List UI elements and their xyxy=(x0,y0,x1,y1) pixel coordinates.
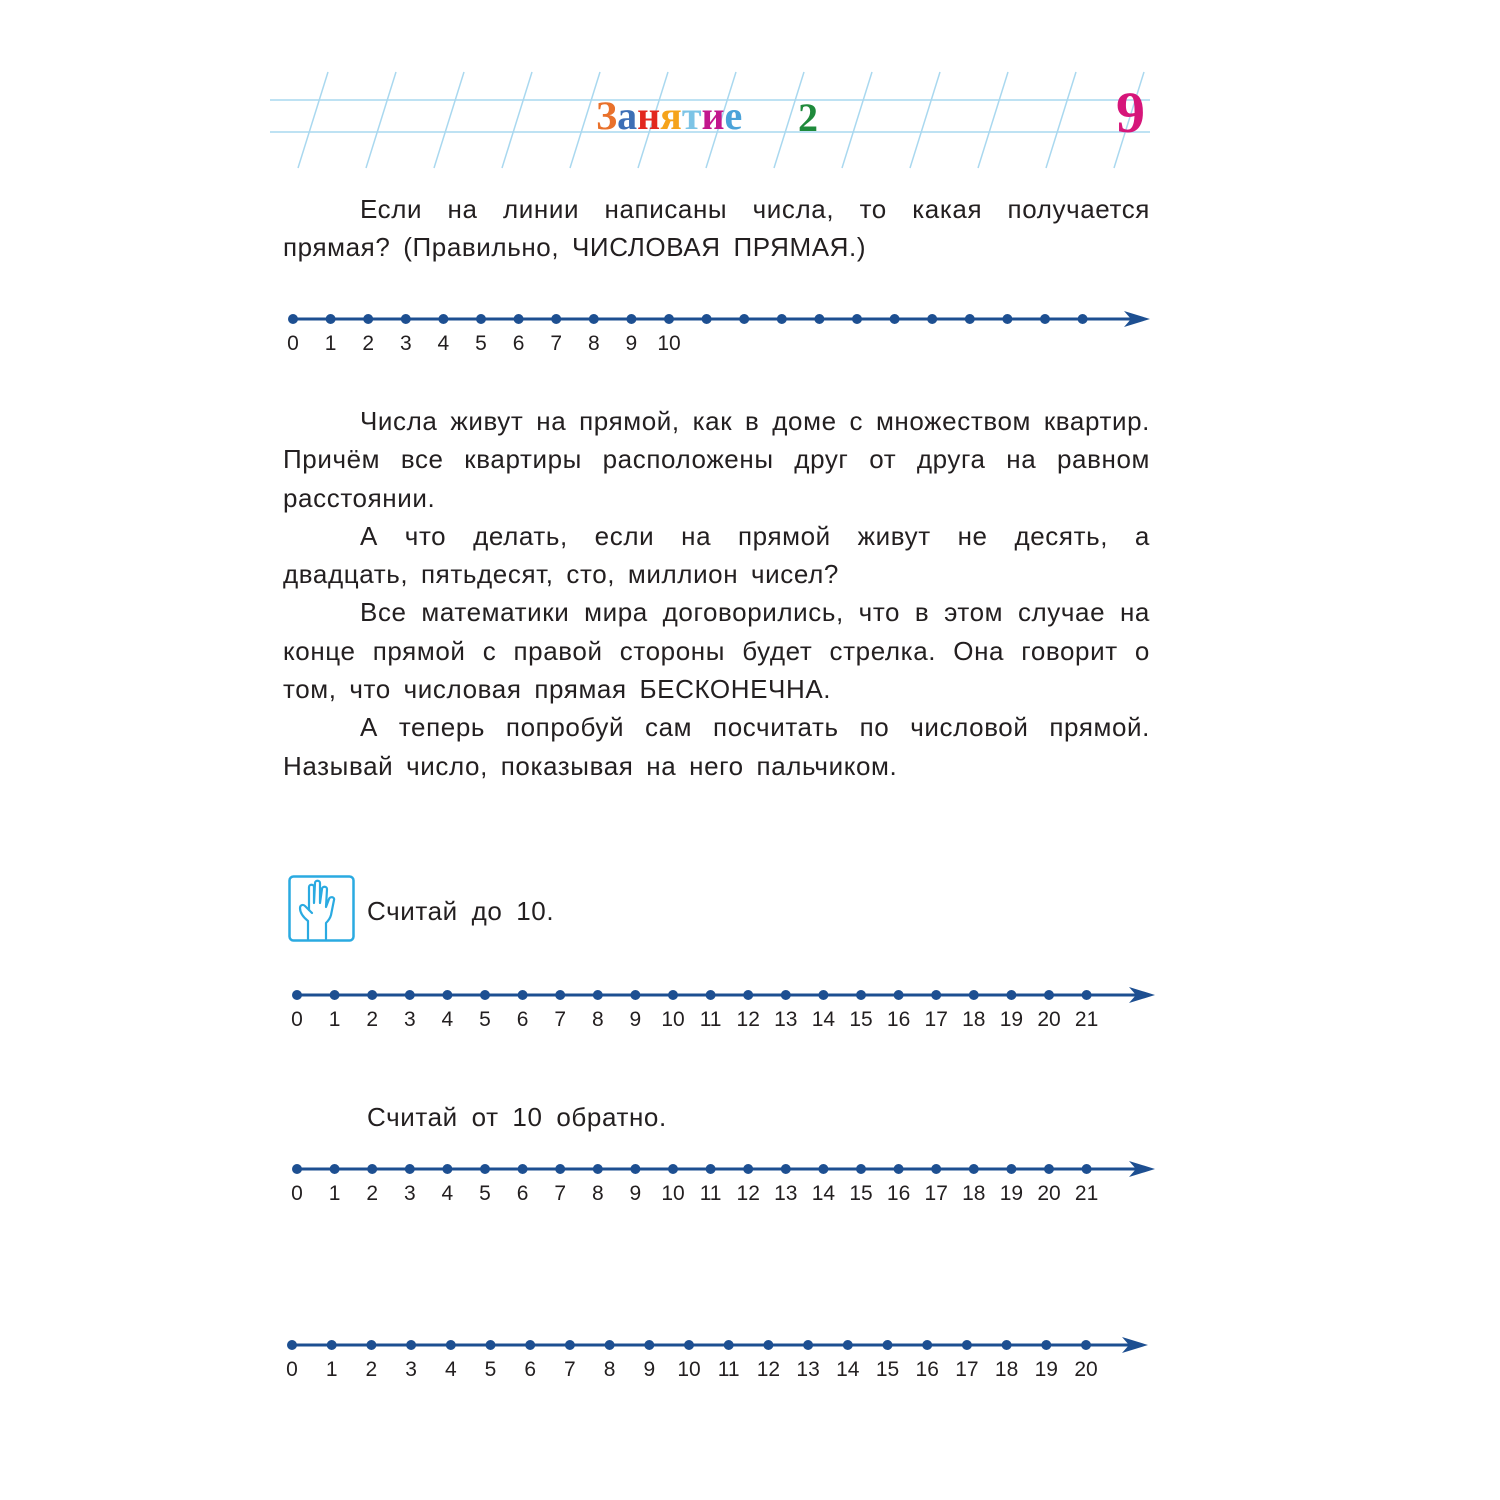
number-line-point xyxy=(438,314,448,324)
title-letter: а xyxy=(617,93,638,138)
number-line-label: 1 xyxy=(325,1358,338,1381)
number-line-label: 8 xyxy=(591,1182,604,1205)
number-line-point xyxy=(1040,314,1050,324)
number-line-label: 17 xyxy=(924,1008,948,1031)
number-line-point xyxy=(330,990,340,1000)
number-line-label: 2 xyxy=(365,1358,378,1381)
title-letter: З xyxy=(596,93,618,138)
number-line-label: 7 xyxy=(564,1358,576,1381)
number-line xyxy=(291,1161,1155,1205)
number-line-point xyxy=(856,990,866,1000)
number-line-point xyxy=(401,314,411,324)
number-line-label: 18 xyxy=(994,1358,1019,1381)
number-line-label: 13 xyxy=(774,1008,798,1031)
number-line-point xyxy=(1081,1340,1091,1350)
number-line-point xyxy=(969,1164,979,1174)
number-line-point xyxy=(1002,1340,1012,1350)
number-line-point xyxy=(1006,990,1016,1000)
number-line-point xyxy=(326,314,336,324)
number-line-point xyxy=(292,1164,302,1174)
number-line-point xyxy=(626,314,636,324)
number-line xyxy=(286,1337,1148,1381)
number-line-point xyxy=(288,314,298,324)
number-line-label: 17 xyxy=(955,1358,979,1381)
number-line-label: 10 xyxy=(657,332,681,355)
number-line-label: 3 xyxy=(403,1008,416,1031)
number-line-label: 5 xyxy=(484,1358,497,1381)
number-line-label: 21 xyxy=(1074,1008,1099,1031)
number-line-point xyxy=(518,1164,528,1174)
task-count-to-10: Считай до 10. xyxy=(367,896,555,926)
number-line-label: 18 xyxy=(962,1008,986,1031)
number-line-label: 15 xyxy=(849,1008,873,1031)
number-line-point xyxy=(518,990,528,1000)
paragraph-apartments: Числа живут на прямой, как в доме с множеством квартир. Причём все квартиры расположены друг от друга на равном расстоянии. xyxy=(283,406,1150,513)
number-line-point xyxy=(724,1340,734,1350)
title-letter: т xyxy=(681,93,702,138)
number-line-label: 4 xyxy=(441,1182,454,1205)
number-line-label: 5 xyxy=(475,332,487,355)
number-line-point xyxy=(442,1164,452,1174)
number-line-label: 12 xyxy=(736,1008,760,1031)
number-line-label: 0 xyxy=(287,332,299,355)
number-line-point xyxy=(555,990,565,1000)
number-line-point xyxy=(894,1164,904,1174)
number-line-label: 6 xyxy=(524,1358,537,1381)
number-line-label: 8 xyxy=(603,1358,616,1381)
number-line-label: 11 xyxy=(717,1358,740,1381)
number-line-label: 9 xyxy=(629,1182,642,1205)
number-line-label: 19 xyxy=(1034,1358,1058,1381)
number-line-point xyxy=(366,1340,376,1350)
number-line-label: 18 xyxy=(962,1182,986,1205)
number-line-point xyxy=(480,990,490,1000)
number-line-label: 14 xyxy=(811,1008,836,1031)
number-line-point xyxy=(1082,990,1092,1000)
number-line-label: 3 xyxy=(403,1182,416,1205)
number-line-label: 9 xyxy=(629,1008,642,1031)
number-line-label: 1 xyxy=(328,1008,341,1031)
number-line-label: 6 xyxy=(512,332,525,355)
title-letter: я xyxy=(660,93,682,138)
number-line-label: 3 xyxy=(405,1358,417,1381)
number-line-label: 10 xyxy=(661,1182,685,1205)
number-line-point xyxy=(327,1340,337,1350)
number-line-label: 20 xyxy=(1037,1008,1061,1031)
number-line-point xyxy=(818,1164,828,1174)
number-line-label: 5 xyxy=(479,1182,491,1205)
number-line-point xyxy=(480,1164,490,1174)
number-line-label: 11 xyxy=(699,1008,722,1031)
number-line-point xyxy=(890,314,900,324)
intro-paragraph: Если на линии написаны числа, то какая получается прямая? (Правильно, ЧИСЛОВАЯ ПРЯМАЯ.) xyxy=(283,194,1150,263)
number-line-label: 1 xyxy=(324,332,337,355)
number-line-point xyxy=(743,1164,753,1174)
number-line-label: 9 xyxy=(625,332,638,355)
number-line-label: 7 xyxy=(554,1182,567,1205)
number-line-label: 12 xyxy=(756,1358,781,1381)
number-line-point xyxy=(777,314,787,324)
number-line-point xyxy=(843,1340,853,1350)
number-line-point xyxy=(644,1340,654,1350)
number-line-point xyxy=(684,1340,694,1350)
number-line-label: 20 xyxy=(1074,1358,1098,1381)
number-line-point xyxy=(405,1164,415,1174)
main-text xyxy=(283,402,1150,785)
number-line-label: 0 xyxy=(291,1008,303,1031)
number-line-label: 6 xyxy=(516,1182,529,1205)
number-line-label: 6 xyxy=(516,1008,529,1031)
number-line-point xyxy=(931,990,941,1000)
number-line-point xyxy=(852,314,862,324)
number-line-point xyxy=(551,314,561,324)
number-line-point xyxy=(706,1164,716,1174)
number-line-label: 8 xyxy=(591,1008,604,1031)
number-line-label: 16 xyxy=(886,1008,911,1031)
number-line xyxy=(291,987,1155,1031)
number-line-point xyxy=(589,314,599,324)
number-line-point xyxy=(781,990,791,1000)
number-line-label: 8 xyxy=(587,332,600,355)
number-line-label: 7 xyxy=(554,1008,567,1031)
number-line-label: 7 xyxy=(550,332,563,355)
number-line-point xyxy=(593,1164,603,1174)
number-line-label: 14 xyxy=(811,1182,836,1205)
number-line-point xyxy=(664,314,674,324)
number-line-label: 11 xyxy=(699,1182,722,1205)
number-line-point xyxy=(962,1340,972,1350)
number-line-point xyxy=(781,1164,791,1174)
number-line-point xyxy=(883,1340,893,1350)
number-line-label: 21 xyxy=(1074,1182,1099,1205)
number-line-label: 0 xyxy=(286,1358,298,1381)
hand-counting-icon xyxy=(288,875,355,942)
number-line-point xyxy=(605,1340,615,1350)
number-line-label: 3 xyxy=(399,332,412,355)
title-letter: е xyxy=(724,93,743,138)
number-line-point xyxy=(743,990,753,1000)
number-line-point xyxy=(931,1164,941,1174)
number-line-point xyxy=(1078,314,1088,324)
number-line-point xyxy=(1082,1164,1092,1174)
number-line-label: 4 xyxy=(444,1358,457,1381)
number-line-label: 12 xyxy=(736,1182,760,1205)
number-line-label: 15 xyxy=(849,1182,873,1205)
number-line-label: 14 xyxy=(836,1358,860,1381)
number-line-point xyxy=(363,314,373,324)
number-line-point xyxy=(367,1164,377,1174)
number-line-point xyxy=(476,314,486,324)
number-line-point xyxy=(593,990,603,1000)
number-line-point xyxy=(367,990,377,1000)
number-line-point xyxy=(668,990,678,1000)
number-line-point xyxy=(555,1164,565,1174)
number-line-point xyxy=(1044,990,1054,1000)
number-line-point xyxy=(814,314,824,324)
number-line-label: 19 xyxy=(999,1182,1024,1205)
number-line-point xyxy=(763,1340,773,1350)
number-line-point xyxy=(894,990,904,1000)
number-line-point xyxy=(292,990,302,1000)
number-line-label: 4 xyxy=(441,1008,454,1031)
number-line-point xyxy=(1002,314,1012,324)
number-line-label: 0 xyxy=(291,1182,303,1205)
paragraph-many-numbers: А что делать, если на прямой живут не десять, а двадцать, пятьдесят, сто, миллион чисел? xyxy=(283,520,1150,590)
number-line-point xyxy=(702,314,712,324)
number-line-point xyxy=(927,314,937,324)
title-letter: н xyxy=(637,93,661,138)
number-line-point xyxy=(803,1340,813,1350)
number-line-label: 2 xyxy=(366,1008,379,1031)
number-line-point xyxy=(856,1164,866,1174)
number-line-label: 16 xyxy=(886,1182,911,1205)
number-line-point xyxy=(330,1164,340,1174)
number-line-label: 19 xyxy=(999,1008,1024,1031)
number-line-point xyxy=(1006,1164,1016,1174)
number-line-point xyxy=(1044,1164,1054,1174)
number-line-point xyxy=(287,1340,297,1350)
number-line xyxy=(287,311,1150,355)
number-line-point xyxy=(668,1164,678,1174)
lesson-number: 2 xyxy=(798,95,818,140)
number-line-point xyxy=(922,1340,932,1350)
number-line-label: 9 xyxy=(643,1358,656,1381)
number-line-label: 1 xyxy=(328,1182,341,1205)
number-line-point xyxy=(706,990,716,1000)
number-line-point xyxy=(565,1340,575,1350)
number-line-label: 10 xyxy=(661,1008,685,1031)
number-line-label: 10 xyxy=(677,1358,701,1381)
number-line-label: 13 xyxy=(774,1182,798,1205)
number-line-label: 16 xyxy=(915,1358,939,1381)
number-line-point xyxy=(405,990,415,1000)
number-line-point xyxy=(630,990,640,1000)
number-line-point xyxy=(630,1164,640,1174)
number-line-label: 4 xyxy=(437,332,450,355)
number-line-label: 15 xyxy=(875,1358,900,1381)
number-line-point xyxy=(969,990,979,1000)
number-line-point xyxy=(818,990,828,1000)
number-line-label: 13 xyxy=(796,1358,820,1381)
number-line-label: 17 xyxy=(924,1182,948,1205)
number-line-label: 2 xyxy=(362,332,375,355)
page-number: 9 xyxy=(1116,80,1145,145)
paragraph-infinite: Все математики мира договорились, что в этом случае на конце прямой с правой стороны будет стрелка. Она говорит о том, что числовая прямая БЕСКОНЕЧНА. xyxy=(283,597,1150,705)
number-line-point xyxy=(965,314,975,324)
paragraph-try-counting: А теперь попробуй сам посчитать по числовой прямой. Называй число, показывая на него пальчиком. xyxy=(283,712,1150,781)
number-line-point xyxy=(739,314,749,324)
number-line-label: 20 xyxy=(1037,1182,1061,1205)
number-line-point xyxy=(406,1340,416,1350)
number-line-point xyxy=(446,1340,456,1350)
number-line-point xyxy=(514,314,524,324)
title-letter: и xyxy=(701,93,725,138)
number-line-point xyxy=(442,990,452,1000)
task-count-back-from-10: Считай от 10 обратно. xyxy=(367,1102,667,1132)
number-line-point xyxy=(1041,1340,1051,1350)
number-line-point xyxy=(486,1340,496,1350)
number-line-label: 2 xyxy=(366,1182,379,1205)
number-line-point xyxy=(525,1340,535,1350)
number-line-label: 5 xyxy=(479,1008,491,1031)
